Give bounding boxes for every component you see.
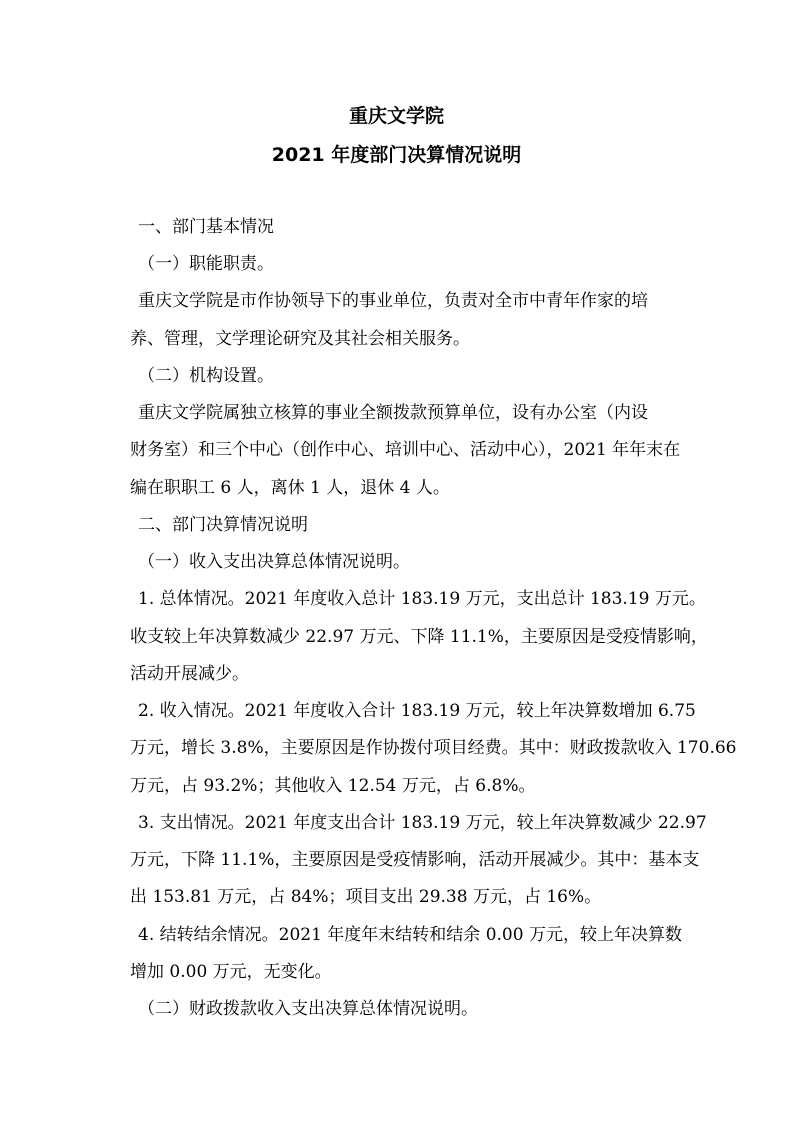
paragraph-line: 财务室）和三个中心（创作中心、培训中心、活动中心），2021 年年末在 (130, 440, 681, 460)
subsection-heading: （一）收入支出决算总体情况说明。 (138, 552, 410, 572)
paragraph-line: 2. 收入情况。2021 年度收入合计 183.19 万元，较上年决算数增加 6.75 (138, 701, 696, 721)
paragraph-line: 收支较上年决算数减少 22.97 万元、下降 11.1%，主要原因是受疫情影响， (130, 627, 708, 647)
section-heading-1: 一、部门基本情况 (138, 217, 274, 237)
paragraph-line: 1. 总体情况。2021 年度收入总计 183.19 万元，支出总计 183.19 万元。 (138, 589, 706, 609)
paragraph-line: 3. 支出情况。2021 年度支出合计 183.19 万元，较上年决算数减少 22.97 (138, 813, 707, 833)
section-heading-2: 二、部门决算情况说明 (138, 515, 308, 535)
paragraph-line: 4. 结转结余情况。2021 年度年末结转和结余 0.00 万元，较上年决算数 (138, 925, 682, 945)
subsection-heading: （一）职能职责。 (138, 254, 274, 274)
subsection-heading: （二）机构设置。 (138, 366, 274, 386)
paragraph-line: 万元，下降 11.1%，主要原因是受疫情影响，活动开展减少。其中：基本支 (130, 850, 700, 870)
paragraph-line: 增加 0.00 万元，无变化。 (130, 962, 332, 982)
paragraph-line: 重庆文学院是市作协领导下的事业单位，负责对全市中青年作家的培 (138, 291, 648, 311)
document-title: 重庆文学院 (348, 105, 444, 127)
paragraph-line: 万元，增长 3.8%，主要原因是作协拨付项目经费。其中：财政拨款收入 170.66 (130, 738, 737, 758)
paragraph-line: 出 153.81 万元，占 84%；项目支出 29.38 万元，占 16%。 (130, 887, 602, 907)
paragraph-line: 重庆文学院属独立核算的事业全额拨款预算单位，设有办公室（内设 (138, 403, 648, 423)
paragraph-line: 万元，占 93.2%；其他收入 12.54 万元，占 6.8%。 (130, 776, 536, 796)
paragraph-line: 活动开展减少。 (130, 664, 249, 684)
document-subtitle: 2021 年度部门决算情况说明 (271, 144, 522, 166)
subsection-heading: （二）财政拨款收入支出决算总体情况说明。 (138, 999, 478, 1019)
paragraph-line: 养、管理，文学理论研究及其社会相关服务。 (130, 329, 470, 349)
paragraph-line: 编在职职工 6 人，离休 1 人，退休 4 人。 (130, 478, 450, 498)
